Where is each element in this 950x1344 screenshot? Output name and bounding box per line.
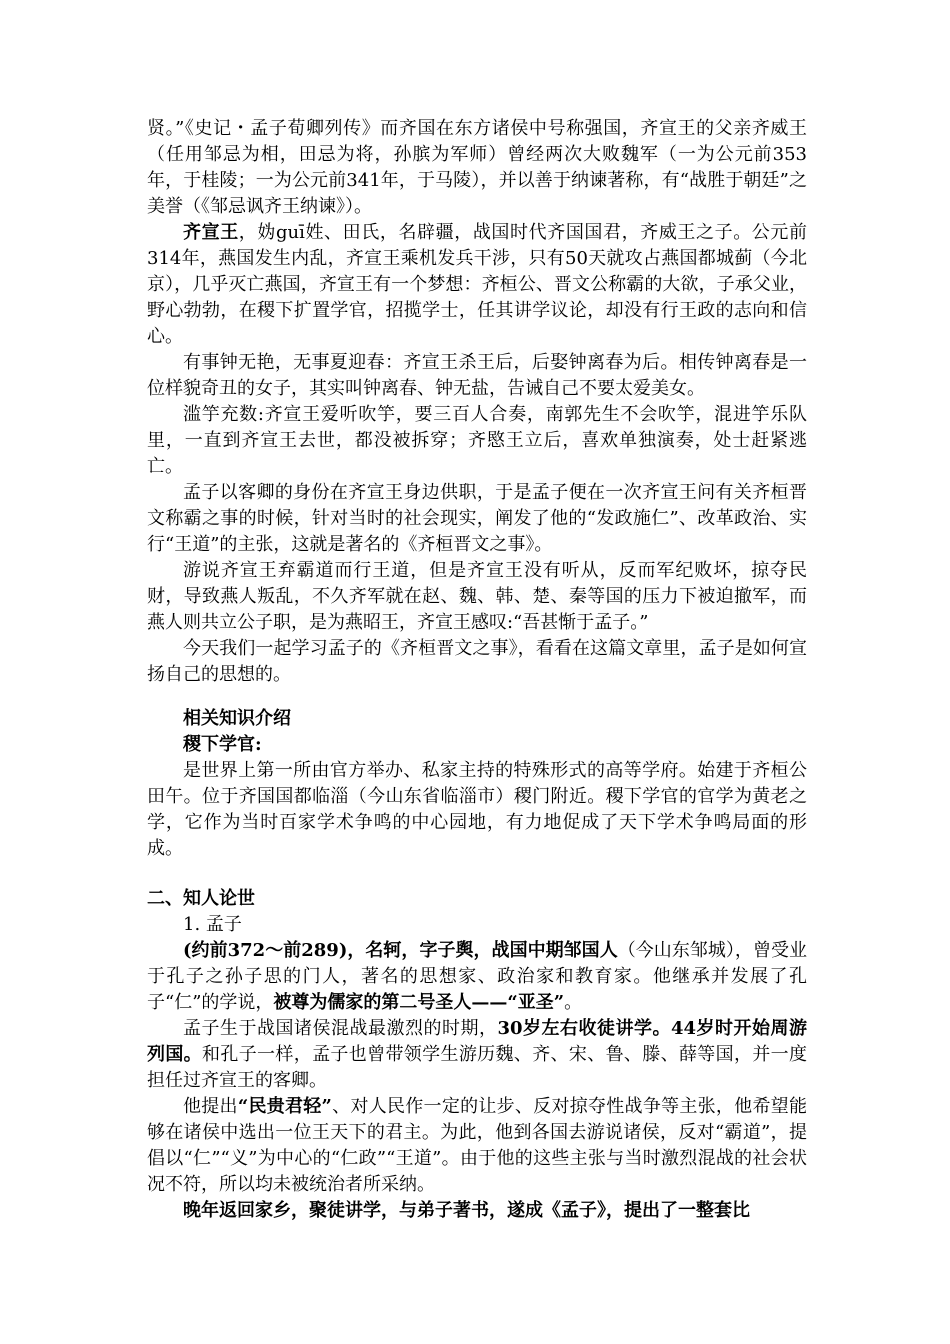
paragraph-qi-xuanwang-text: ，妫guī姓、田氏，名辟疆，战国时代齐国国君，齐威王之子。公元前314年，燕国发生内乱，齐宣王乘机发兵干涉，只有50天就攻占燕国都城蓟（今北京），几乎灭亡燕国，齐宣王有一个梦想：齐桓公、晋文公称霸的大欲，子承父业，野心勃勃，在稷下扩置学官，招揽学士，任其讲学议论，却没有行王政的志向和信心。 — [147, 222, 807, 347]
section-two-heading: 二、知人论世 — [147, 888, 255, 909]
paragraph-mencius-bio — [147, 938, 807, 1016]
bio-bold-dates: (约前372～前289)，名轲，字子舆，战国中期邹国人 — [183, 940, 618, 961]
knowledge-section — [147, 706, 807, 862]
paragraph-mencius-teaching — [147, 1016, 807, 1094]
item-mencius-label: 1. 孟子 — [183, 914, 242, 935]
bio-text: （今山东邹城），曾受业于孔子之孙子思的门人，著名的思想家、政治家和教育家。他继承并发展了孔子“仁”的学说， — [147, 940, 808, 1013]
proposal-bold: “民贵君轻” — [237, 1096, 332, 1117]
paragraph-shiji-quote: 贤。”《史记・孟子荀卿列传》而齐国在东方诸侯中号称强国，齐宣王的父亲齐威王（任用邹忌为相，田忌为将，孙膑为军师）曾经两次大败魏军（一为公元前353年，于桂陵；一为公元前341年，于马陵），并以善于纳谏著称，有“战胜于朝廷”之美誉（《邹忌讽齐王纳谏》）。 — [147, 118, 807, 217]
knowledge-subheading: 稷下学官: — [183, 734, 262, 755]
paragraph-minguijunqing — [147, 1094, 807, 1198]
knowledge-heading: 相关知识介绍 — [183, 708, 291, 729]
bio-bold-yasheng: 被尊为儒家的第二号圣人——“亚圣” — [273, 992, 565, 1013]
paragraph-today-lesson: 今天我们一起学习孟子的《齐桓晋文之事》，看看在这篇文章里，孟子是如何宣扬自己的思想的。 — [147, 638, 807, 685]
teaching-text-end: 和孔子一样，孟子也曾带领学生游历魏、齐、宋、鲁、滕、薛等国，并一度担任过齐宣王的客卿。 — [147, 1044, 807, 1091]
bio-text-end: 。 — [564, 992, 583, 1013]
proposal-text: 他提出 — [183, 1096, 238, 1117]
paragraph-mencius-guest-minister: 孟子以客卿的身份在齐宣王身边供职，于是孟子便在一次齐宣王问有关齐桓晋文称霸之事的时候，针对当时的社会现实，阐发了他的“发政施仁”、改革政治、实行“王道”的主张，这就是著名的《齐桓晋文之事》。 — [147, 482, 807, 555]
paragraph-later-years: 晚年返回家乡，聚徒讲学，与弟子著书，遂成《孟子》，提出了一整套比 — [183, 1200, 750, 1221]
paragraph-lanyu-chongshu: 滥竽充数:齐宣王爱听吹竽，要三百人合奏，南郭先生不会吹竽，混进竽乐队里，一直到齐宣王去世，都没被拆穿；齐愍王立后，喜欢单独演奏，处士赶紧逃亡。 — [147, 404, 807, 477]
paragraph-qi-xuanwang — [147, 220, 807, 350]
teaching-bold: 30岁左右收徒讲学。44岁时开始周游列国。 — [147, 1018, 807, 1065]
proposal-text-end: 、对人民作一定的让步、反对掠夺性战争等主张，他希望能够在诸侯中选出一位王天下的君主。为此，他到各国去游说诸侯，反对“霸道”，提倡以“仁”“义”为中心的“仁政”“王道”。由于他的这些主张与当时激烈混战的社会状况不符，所以均未被统治者所采纳。 — [147, 1096, 808, 1195]
intro-section — [147, 116, 807, 688]
term-qi-xuanwang: 齐宣王 — [183, 222, 239, 243]
paragraph-persuasion: 游说齐宣王弃霸道而行王道，但是齐宣王没有听从，反而军纪败坏，掠夺民财，导致燕人叛乱，不久齐军就在赵、魏、韩、楚、秦等国的压力下被迫撤军，而燕人则共立公子职，是为燕昭王，齐宣王感叹:“吾甚惭于孟子。” — [147, 560, 807, 633]
paragraph-zhong-wuyan: 有事钟无艳，无事夏迎春：齐宣王杀王后，后娶钟离春为后。相传钟离春是一位样貌奇丑的女子，其实叫钟离春、钟无盐，告诫自己不要太爱美女。 — [147, 352, 807, 399]
teaching-text: 孟子生于战国诸侯混战最激烈的时期， — [183, 1018, 498, 1039]
knowledge-body: 是世界上第一所由官方举办、私家主持的特殊形式的高等学府。始建于齐桓公田午。位于齐国国都临淄（今山东省临淄市）稷门附近。稷下学官的官学为黄老之学，它作为当时百家学术争鸣的中心园地，有力地促成了天下学术争鸣局面的形成。 — [147, 760, 807, 859]
section-two — [147, 886, 807, 1224]
